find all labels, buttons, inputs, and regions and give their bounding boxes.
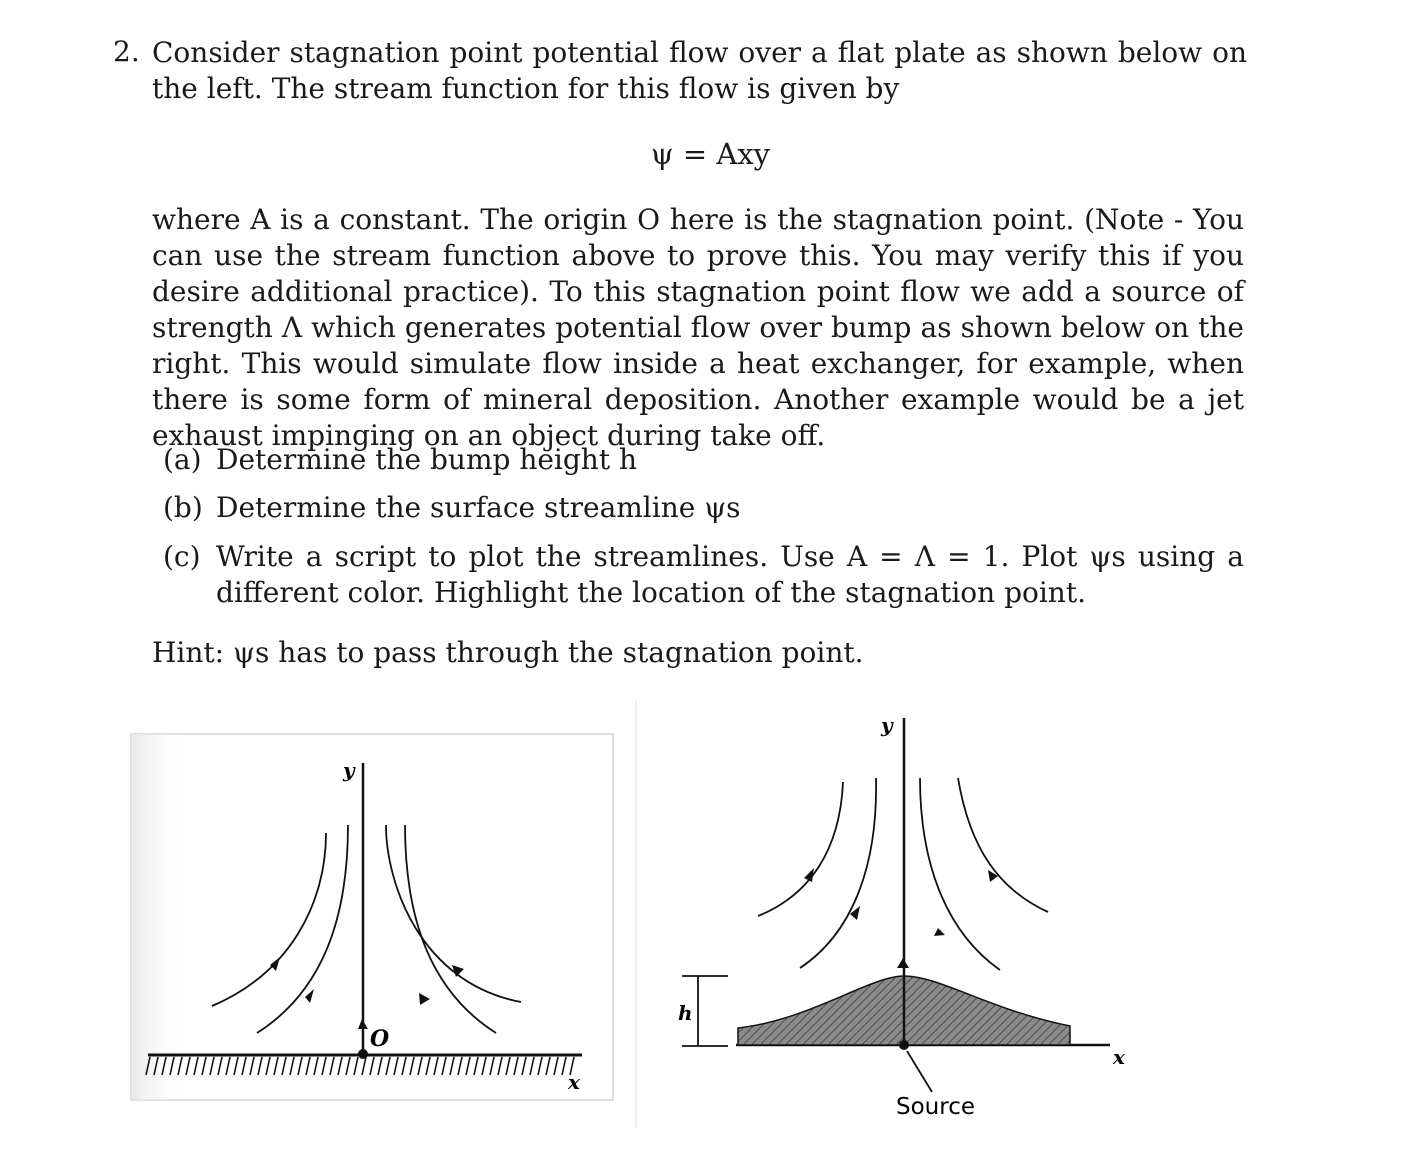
part-b-text: Determine the surface streamline ψs	[216, 491, 741, 524]
arrow-right-inner	[934, 928, 945, 936]
scan-shading	[131, 734, 186, 1100]
x-axis-label: x	[1113, 1045, 1125, 1069]
arrow-left-outer	[804, 868, 814, 882]
figure-flat-plate	[130, 733, 616, 1103]
problem-body: where A is a constant. The origin O here is the stagnation point. (Note - You can use the stream function above to prove this. You may verify this if you desire additional practice). To this stagnation point flow we add a source of strength Λ which generates potential flow over bump as shown below on the right. This would simulate flow inside a heat exchanger, for example, when there is some form of mineral deposition. Another example would be a jet exhaust impinging on an object during take off.	[152, 203, 1244, 452]
y-axis-label: y	[881, 713, 893, 737]
streamline-right-outer	[958, 778, 1048, 912]
hint-text: Hint: ψs has to pass through the stagnation point.	[152, 636, 864, 669]
flow-arrows	[804, 868, 998, 968]
streamline-right-inner	[920, 778, 1000, 970]
streamline-left-outer	[758, 782, 843, 916]
y-axis-label: y	[343, 758, 355, 782]
arrow-axis	[897, 958, 909, 968]
h-label: h	[678, 1001, 693, 1025]
x-axis-label: x	[568, 1070, 580, 1094]
part-a-text: Determine the bump height h	[216, 443, 638, 476]
part-c-text: Write a script to plot the streamlines. Use A = Λ = 1. Plot ψs using a different color. Highlight the location of the stagnation point.	[216, 540, 1244, 609]
stagnation-point	[358, 1049, 368, 1059]
origin-label: O	[370, 1026, 390, 1052]
figure-bump-source	[670, 710, 1150, 1130]
source-label: Source	[896, 1094, 975, 1120]
part-a-label: (a)	[163, 443, 202, 476]
stream-function-equation: ψ = Axy	[650, 137, 771, 171]
part-c-label: (c)	[163, 540, 201, 573]
problem-number: 2.	[113, 35, 140, 68]
source-point	[899, 1040, 909, 1050]
source-leader-line	[907, 1051, 932, 1092]
figure-divider	[635, 700, 638, 1128]
part-b-label: (b)	[163, 491, 203, 524]
problem-intro: Consider stagnation point potential flow over a flat plate as shown below on the left. The stream function for this flow is given by	[152, 36, 1247, 105]
